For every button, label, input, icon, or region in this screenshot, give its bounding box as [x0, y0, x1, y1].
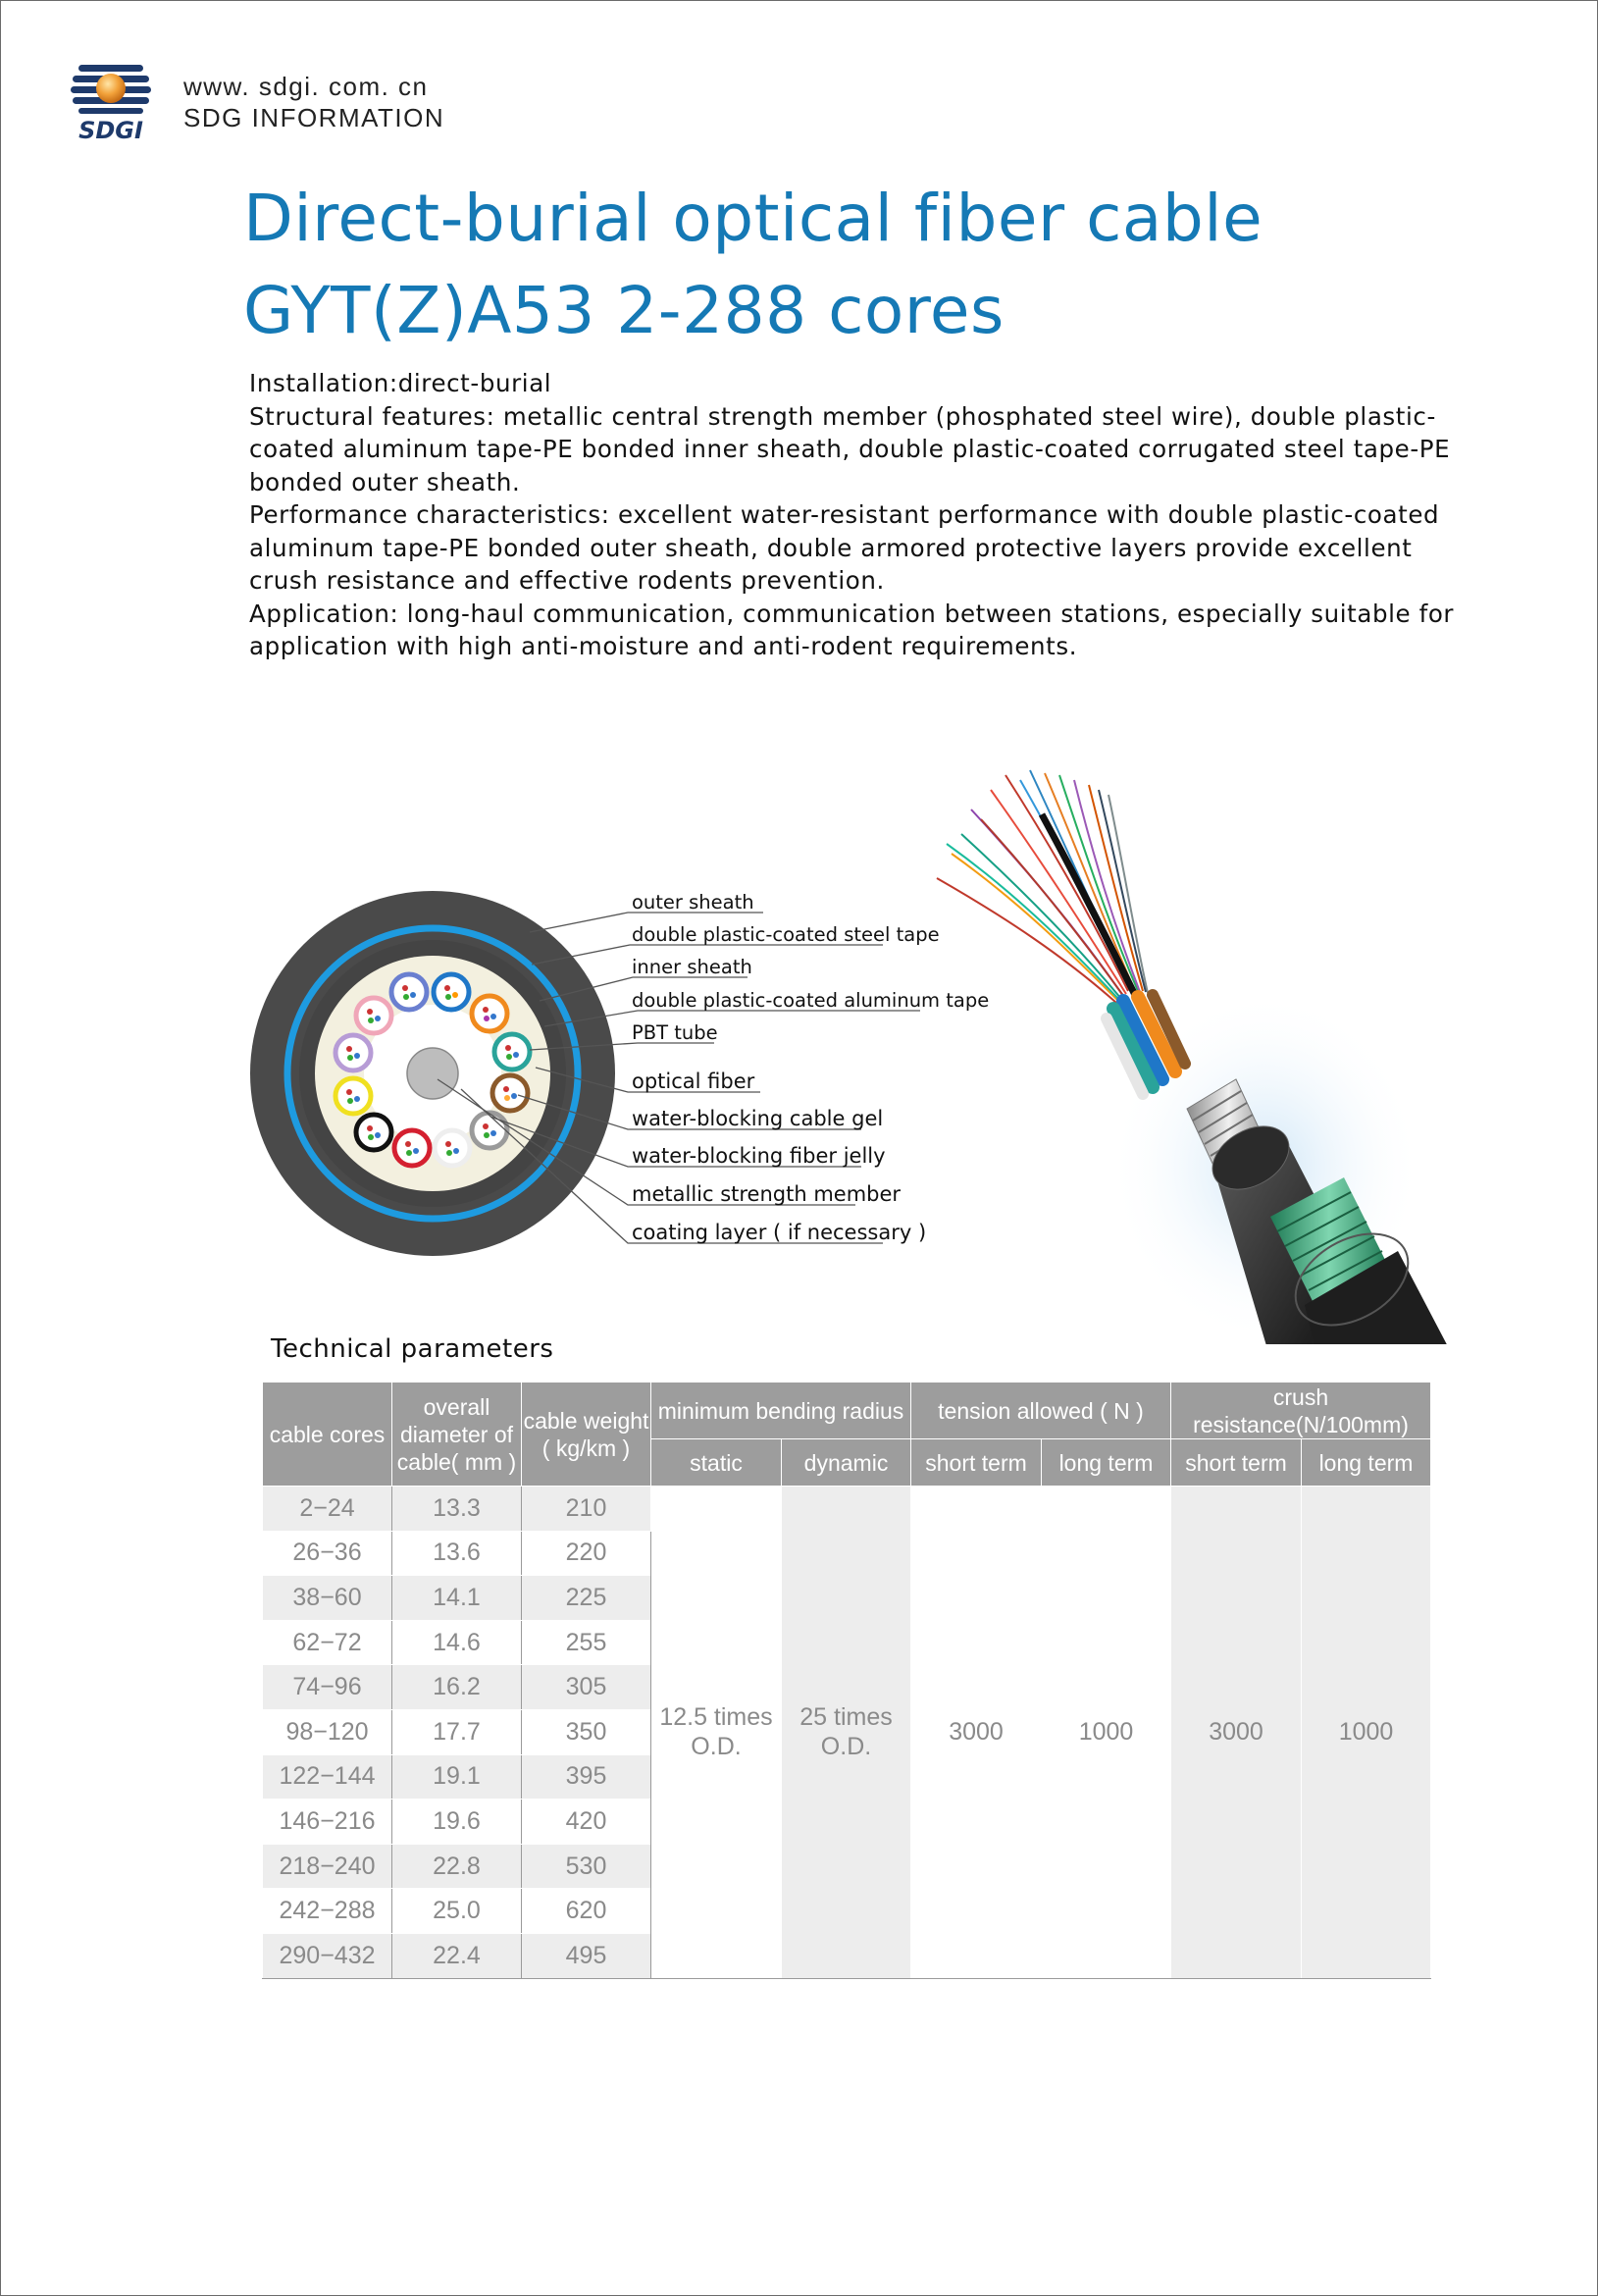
cell-cores: 2−24	[263, 1487, 392, 1532]
site-info	[183, 71, 444, 133]
cell-diameter: 14.6	[392, 1620, 522, 1665]
table-row	[263, 1487, 1431, 1532]
cell-diameter: 13.3	[392, 1487, 522, 1532]
cell-cores: 62−72	[263, 1620, 392, 1665]
title-line-1: Direct-burial optical fiber cable	[243, 181, 1263, 256]
cell-diameter: 16.2	[392, 1665, 522, 1710]
cell-weight: 420	[522, 1800, 651, 1845]
cell-weight: 210	[522, 1487, 651, 1532]
cell-weight: 225	[522, 1576, 651, 1621]
header-crush-long: long term	[1302, 1439, 1431, 1487]
header-dynamic: dynamic	[782, 1439, 911, 1487]
website-url: www. sdgi. com. cn	[183, 72, 429, 101]
table-title: Technical parameters	[271, 1334, 554, 1364]
header-bending-radius: minimum bending radius	[651, 1383, 911, 1439]
label-outer-sheath: outer sheath	[632, 891, 754, 913]
label-strength-member: metallic strength member	[632, 1182, 902, 1206]
central-strength-member	[407, 1048, 458, 1099]
label-fiber-jelly: water-blocking fiber jelly	[632, 1144, 886, 1168]
cell-diameter: 17.7	[392, 1709, 522, 1754]
cell-cores: 218−240	[263, 1844, 392, 1889]
label-coating-layer: coating layer ( if necessary )	[632, 1221, 927, 1244]
header-crush-short: short term	[1171, 1439, 1302, 1487]
description	[249, 367, 1466, 663]
cell-weight: 350	[522, 1709, 651, 1754]
cell-diameter: 13.6	[392, 1531, 522, 1576]
cell-cores: 74−96	[263, 1665, 392, 1710]
label-steel-tape: double plastic-coated steel tape	[632, 923, 940, 946]
cell-weight: 530	[522, 1844, 651, 1889]
cell-diameter: 19.1	[392, 1754, 522, 1800]
cell-cores: 290−432	[263, 1933, 392, 1978]
cell-diameter: 14.1	[392, 1576, 522, 1621]
header-crush: crush resistance(N/100mm)	[1171, 1383, 1431, 1439]
header-static: static	[651, 1439, 782, 1487]
application-text: Application: long-haul communication, communication between stations, especially suitable for application with high anti-moisture and anti-rodent requirements.	[249, 599, 1455, 660]
label-inner-sheath: inner sheath	[632, 956, 752, 978]
cell-cores: 242−288	[263, 1889, 392, 1934]
cell-diameter: 22.8	[392, 1844, 522, 1889]
cell-tension-short: 3000	[911, 1487, 1042, 1979]
header-diameter: overall diameter of cable( mm )	[392, 1383, 522, 1487]
technical-parameters-table	[262, 1382, 1431, 1979]
cell-weight: 395	[522, 1754, 651, 1800]
header-cable-cores: cable cores	[263, 1383, 392, 1487]
cell-crush-long: 1000	[1302, 1487, 1431, 1979]
sdgi-logo	[69, 61, 153, 141]
label-optical-fiber: optical fiber	[632, 1070, 755, 1093]
header-tension-long: long term	[1042, 1439, 1171, 1487]
header-weight: cable weight ( kg/km )	[522, 1383, 651, 1487]
cell-cores: 26−36	[263, 1531, 392, 1576]
performance-text: Performance characteristics: excellent water-resistant performance with double plastic-coated aluminum tape-PE bonded outer sheath, double armored protective layers provide excellent crush resistance and effective rodents prevention.	[249, 500, 1440, 595]
fiber-strands	[937, 770, 1148, 1003]
cell-tension-long: 1000	[1042, 1487, 1171, 1979]
installation-text: Installation:direct-burial	[249, 369, 552, 397]
callout-labels	[632, 891, 989, 1244]
cell-diameter: 22.4	[392, 1933, 522, 1978]
structural-features-text: Structural features: metallic central strength member (phosphated steel wire), double plastic-coated aluminum tape-PE bonded inner sheath, double plastic-coated corrugated steel tape-PE bonded outer sheath.	[249, 401, 1451, 496]
header-tension-short: short term	[911, 1439, 1042, 1487]
cell-weight: 495	[522, 1933, 651, 1978]
label-aluminum-tape: double plastic-coated aluminum tape	[632, 989, 990, 1012]
page-title	[243, 173, 1519, 357]
label-pbt-tube: PBT tube	[632, 1021, 718, 1044]
cell-cores: 146−216	[263, 1800, 392, 1845]
cross-section	[250, 891, 615, 1256]
cell-diameter: 25.0	[392, 1889, 522, 1934]
label-cable-gel: water-blocking cable gel	[632, 1107, 884, 1130]
cell-cores: 122−144	[263, 1754, 392, 1800]
cell-weight: 620	[522, 1889, 651, 1934]
cell-weight: 220	[522, 1531, 651, 1576]
cell-crush-short: 3000	[1171, 1487, 1302, 1979]
company-name: SDG INFORMATION	[183, 103, 445, 132]
cell-bending-static: 12.5 times O.D.	[651, 1487, 782, 1979]
cell-weight: 255	[522, 1620, 651, 1665]
title-line-2: GYT(Z)A53 2-288 cores	[243, 273, 1005, 348]
cell-cores: 98−120	[263, 1709, 392, 1754]
logo-text: SDGI	[78, 117, 143, 141]
cell-weight: 305	[522, 1665, 651, 1710]
cable-diagram	[245, 756, 1452, 1344]
header-tension: tension allowed ( N )	[911, 1383, 1171, 1439]
cell-diameter: 19.6	[392, 1800, 522, 1845]
cell-cores: 38−60	[263, 1576, 392, 1621]
cell-bending-dynamic: 25 times O.D.	[782, 1487, 911, 1979]
cable-illustration	[937, 770, 1452, 1344]
